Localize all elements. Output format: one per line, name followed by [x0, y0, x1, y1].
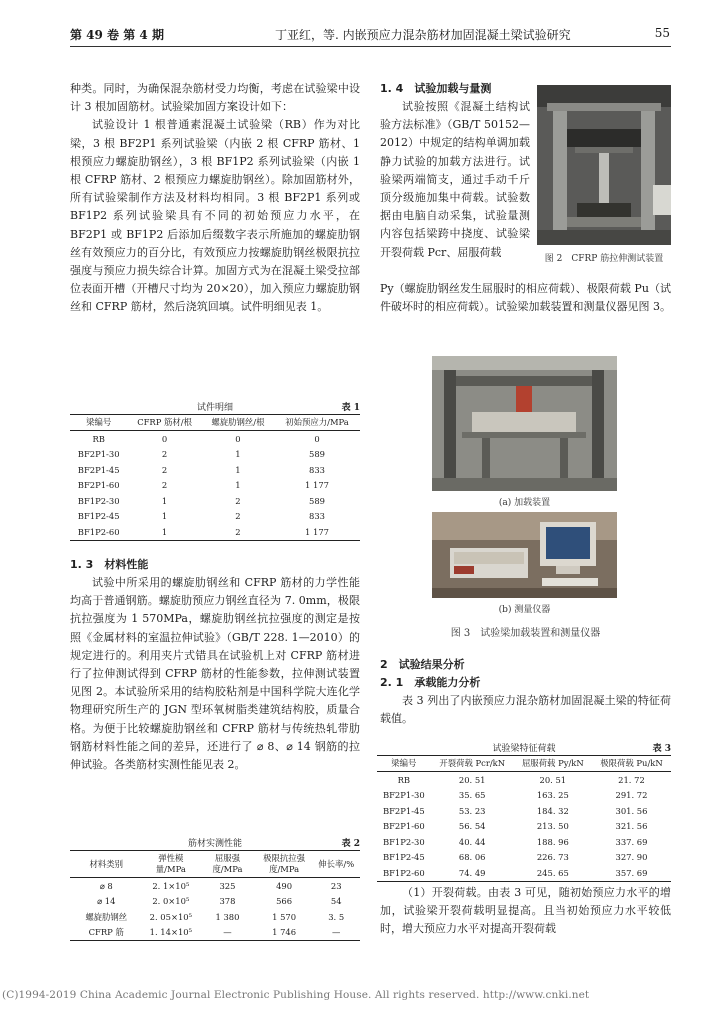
table2-col-modulus: 弹性模量/MPa	[143, 851, 200, 878]
section-2-1-heading: 2. 1 承载能力分析	[380, 676, 481, 689]
cell: 188. 96	[536, 836, 569, 847]
cell: 53. 23	[458, 805, 486, 816]
figure2-photo	[537, 85, 671, 245]
cell: BF1P2-30	[77, 495, 120, 506]
table-row	[377, 865, 671, 881]
cell: BF2P1-60	[77, 480, 120, 491]
cell: 291. 72	[615, 790, 648, 801]
cell: 184. 32	[536, 805, 569, 816]
figure3b-caption: (b) 测量仪器	[498, 605, 551, 615]
table3-col-beam: 梁编号	[377, 756, 431, 772]
section-2-heading: 2 试验结果分析	[380, 658, 465, 671]
table3-label: 表 3	[652, 744, 671, 754]
table1-col-prestress: 初始预应力/MPa	[274, 415, 360, 431]
cell: 2	[161, 480, 168, 491]
paragraph-cracking-load: （1）开裂荷载。由表 3 可见，随初始预应力水平的增加，试验梁开裂荷载明显提高。且当初始预应力水平较低时，增大预应力水平对提高开裂荷载	[380, 886, 671, 936]
cell: 1 570	[272, 911, 297, 922]
cell: 589	[309, 495, 326, 506]
cell: 35. 65	[458, 790, 486, 801]
cell: 20. 51	[539, 774, 567, 785]
cell: 566	[276, 896, 293, 907]
cell: 1 177	[305, 480, 329, 491]
table-row	[377, 819, 671, 835]
figure3b-photo	[432, 512, 617, 598]
cell: BF1P2-60	[70, 524, 127, 540]
table-row	[70, 447, 360, 463]
figure3-caption: 图 3 试验梁加载装置和测量仪器	[450, 628, 601, 639]
paragraph-loading-cont: Py（螺旋肋钢丝发生屈服时的相应荷载）、极限荷载 Pu（试件破坏时的相应荷载）。试验梁加载装置和测量仪器见图 3。	[380, 282, 671, 314]
copyright-footer: (C)1994-2019 China Academic Journal Electronic Publishing House. All rights reserved. http://www.cnki.net	[2, 989, 590, 1001]
cell: 2	[161, 464, 168, 475]
cell: 1 380	[215, 911, 240, 922]
cell: BF1P2-60	[377, 865, 431, 881]
right-column-cracking	[380, 884, 671, 939]
page-header	[70, 26, 670, 46]
table2-col-material: 材料类别	[70, 851, 143, 878]
table-row	[377, 834, 671, 850]
cell: 1	[127, 524, 201, 540]
cell: 23	[330, 880, 342, 891]
table2	[70, 850, 360, 941]
cell: 321. 56	[615, 821, 648, 832]
cell: 490	[276, 880, 293, 891]
table-row	[70, 524, 360, 540]
paragraph-loading: 试验按照《混凝土结构试验方法标准》（GB/T 50152—2012）中规定的结构单调加载静力试验的加载方法进行。试验梁两端简支，通过手动千斤顶分级施加集中荷载。试验数据由电脑自动采集，试验量测内容包括梁跨中挠度、试验梁开裂荷载 Pcr、屈服荷载	[380, 100, 530, 259]
cell: BF2P1-45	[77, 464, 120, 475]
cell: 54	[330, 896, 342, 907]
cell: 833	[309, 511, 326, 522]
cell: —	[312, 925, 360, 941]
cell: 1. 14×10⁵	[143, 925, 200, 941]
table-row	[377, 788, 671, 804]
cell: 2	[202, 524, 274, 540]
cell: 357. 69	[592, 865, 671, 881]
cell: CFRP 筋	[70, 925, 143, 941]
paragraph-table3-intro: 表 3 列出了内嵌预应力混杂筋材加固混凝土梁的特征荷载值。	[380, 694, 671, 726]
table-row	[70, 478, 360, 494]
cell: 2	[235, 511, 241, 522]
right-column-loading	[380, 80, 530, 262]
table1-label: 表 1	[341, 403, 360, 413]
paragraph-materials: 试验中所采用的螺旋肋钢丝和 CFRP 筋材的力学性能均高于普通钢筋。螺旋肋预应力钢丝直径为 7. 0mm，极限抗拉强度为 1 570MPa，螺旋肋钢丝抗拉强度的测定是按照《金属材料的室温拉伸试验》（GB/T 228. 1—2010）的规定进行的。利用夹片式错具在试验机上对 CFRP 筋材进行了拉伸测试得到 CFRP 筋材的性能参数，拉伸测试装置见图 2。本试验所采用的结构胶粘剂是中国科学院大连化学物理研究所生产的 JGN 型环氧树脂类建筑结构胶，质量合格。为便于比较螺旋肋钢丝和 CFRP 筋材与传统热轧带肋钢筋材料性能之间的差异，还进行了 ⌀ 8、⌀ 14 钢筋的拉伸试验。各类筋材实测性能见表 2。	[70, 576, 360, 772]
cell: ⌀ 14	[97, 896, 116, 907]
section-1-3-heading: 1. 3 材料性能	[70, 558, 149, 571]
cell: 337. 69	[615, 836, 648, 847]
table1	[70, 414, 360, 541]
paragraph-scheme: 试验设计 1 根普通素混凝土试验梁（RB）作为对比梁，3 根 BF2P1 系列试验梁（内嵌 2 根 CFRP 筋材、1 根预应力螺旋肋钢丝），3 根 BF1P2 系列试验梁（内嵌 1 根 CFRP 筋材、2 根预应力螺旋肋钢丝）。除加固筋材外，所有试验梁制作方法及材料均相同。3 根 BF2P1 系列或 BF1P2 系列试验梁具有不同的初始预应力水平，在 BF2P1 或 BF1P2 后添加后缀数字表示所施加的螺旋肋钢丝有效预应力的百分比，有效预应力按螺旋肋钢丝极限抗拉强度与预应力损失综合计算。加固方式为在混凝土梁受拉部位表面开槽（开槽尺寸均为 20×20），加入预应力螺旋肋钢丝和 CFRP 筋材，然后浇筑回填。试件明细见表 1。	[70, 118, 360, 314]
figure2-caption: 图 2 CFRP 筋拉伸测试装置	[544, 254, 664, 264]
cell: BF2P1-30	[77, 449, 120, 460]
right-column-loading-cont	[380, 280, 671, 316]
table1-header-row	[70, 415, 360, 431]
table3-col-crack: 开裂荷载 Pcr/kN	[431, 756, 514, 772]
cell: 1 177	[274, 524, 360, 540]
paragraph-intro: 种类。同时，为确保混杂筋材受力均衡，考虑在试验梁中设计 3 根加固筋材。试验梁加固方案设计如下：	[70, 82, 360, 114]
table-row	[70, 493, 360, 509]
table3	[377, 755, 671, 882]
cell: 1	[161, 511, 168, 522]
right-column-results	[380, 656, 671, 728]
cell: BF2P1-30	[382, 790, 425, 801]
cell: 1	[161, 495, 168, 506]
cell: 0	[314, 433, 320, 444]
table-row	[377, 850, 671, 866]
table1-col-beam: 梁编号	[70, 415, 127, 431]
table1-caption	[70, 400, 360, 414]
table-row	[70, 509, 360, 525]
cell: 3. 5	[328, 911, 345, 922]
cell: 589	[309, 449, 326, 460]
cell: 1	[235, 480, 241, 491]
page-number: 55	[654, 26, 670, 40]
table3-header-row	[377, 756, 671, 772]
table2-col-ultimate: 极限抗拉强度/MPa	[256, 851, 313, 878]
cell: 0	[161, 433, 168, 444]
header-rule	[70, 46, 671, 47]
cell: 2	[235, 495, 241, 506]
cell: BF2P1-60	[382, 821, 425, 832]
table1-col-cfrp: CFRP 筋材/根	[127, 415, 201, 431]
left-column-top	[70, 80, 360, 317]
table2-title: 筋材实测性能	[187, 839, 242, 849]
cell: BF1P2-45	[382, 852, 425, 863]
cell: 40. 44	[458, 836, 486, 847]
cell: RB	[397, 774, 411, 785]
table1-title: 试件明细	[196, 403, 233, 413]
cell: 56. 54	[458, 821, 486, 832]
table-row	[377, 772, 671, 788]
running-title: 丁亚红，等. 内嵌预应力混杂筋材加固混凝土梁试验研究	[275, 28, 571, 42]
cell: BF1P2-45	[77, 511, 120, 522]
cell: —	[199, 925, 256, 941]
cell: RB	[92, 433, 105, 444]
figure3a-caption: (a) 加载装置	[498, 498, 551, 508]
cell: 1 746	[256, 925, 313, 941]
table2-col-elongation: 伸长率/%	[312, 851, 360, 878]
cell: 245. 65	[514, 865, 592, 881]
cell: 21. 72	[618, 774, 645, 785]
cell: ⌀ 8	[99, 880, 113, 891]
table2-header-row	[70, 851, 360, 878]
cell: BF1P2-30	[382, 836, 425, 847]
figure3a-photo	[432, 356, 617, 491]
cell: 2. 0×10⁵	[152, 896, 190, 907]
cell: 0	[235, 433, 241, 444]
table3-caption	[377, 741, 671, 755]
table-row	[70, 909, 360, 925]
cell: 2	[161, 449, 168, 460]
table-row	[70, 894, 360, 910]
table2-caption	[70, 836, 360, 850]
cell: 327. 90	[615, 852, 648, 863]
table2-label: 表 2	[341, 839, 360, 849]
cell: 74. 49	[431, 865, 514, 881]
section-1-4-heading: 1. 4 试验加载与量测	[380, 82, 492, 95]
cell: 2. 1×10⁵	[152, 880, 190, 891]
journal-issue: 第 49 卷 第 4 期	[70, 28, 164, 42]
cell: 68. 06	[458, 852, 486, 863]
cell: 226. 73	[536, 852, 569, 863]
cell: 325	[219, 880, 236, 891]
cell: 1	[235, 449, 241, 460]
cell: 20. 51	[458, 774, 486, 785]
cell: 833	[309, 464, 326, 475]
cell: 1	[235, 464, 241, 475]
table-row	[70, 878, 360, 894]
table-row	[70, 462, 360, 478]
table1-col-wire: 螺旋肋钢丝/根	[202, 415, 274, 431]
cell: 2. 05×10⁵	[149, 911, 192, 922]
left-column-materials	[70, 556, 360, 774]
cell: 163. 25	[536, 790, 569, 801]
table-row	[70, 431, 360, 447]
cell: 螺旋肋钢丝	[85, 911, 128, 922]
cell: 301. 56	[615, 805, 648, 816]
cell: 213. 50	[536, 821, 569, 832]
table-row	[70, 925, 360, 941]
cell: BF2P1-45	[382, 805, 425, 816]
table-row	[377, 803, 671, 819]
table3-col-yield: 屈服荷载 Py/kN	[514, 756, 592, 772]
table3-title: 试验梁特征荷载	[492, 744, 556, 754]
table3-col-ultimate: 极限荷载 Pu/kN	[592, 756, 671, 772]
cell: 378	[219, 896, 236, 907]
table2-col-yield: 屈服强度/MPa	[199, 851, 256, 878]
